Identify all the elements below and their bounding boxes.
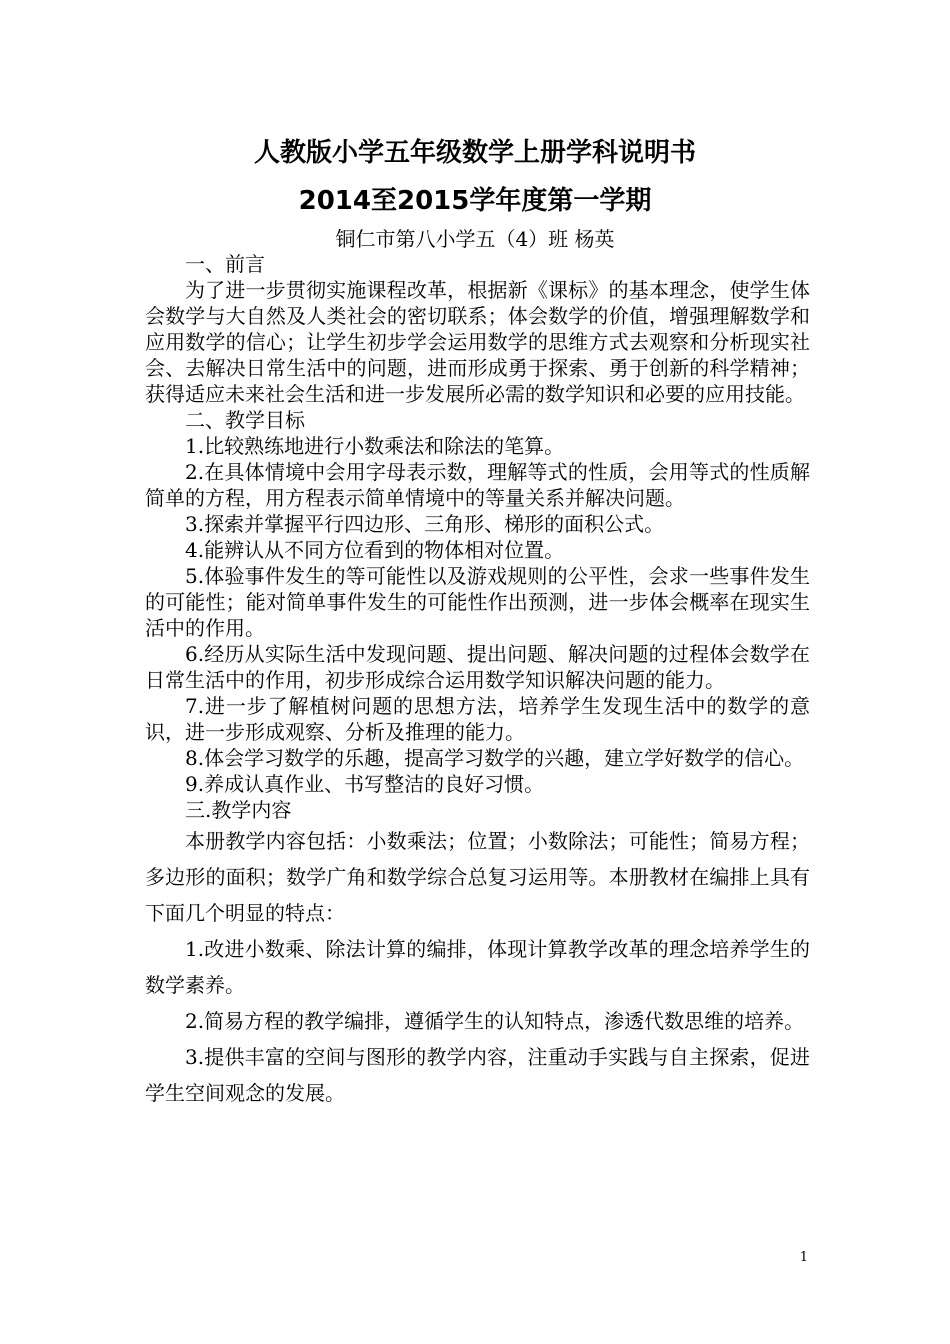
feature-item: 1.改进小数乘、除法计算的编排，体现计算教学改革的理念培养学生的数学素养。 xyxy=(145,937,810,997)
content-paragraph: 本册教学内容包括：小数乘法；位置；小数除法；可能性；简易方程；多边形的面积；数学广角和数学综合总复习运用等。本册教材在编排上具有下面几个明显的特点： xyxy=(145,829,810,925)
goal-item: 5.体验事件发生的等可能性以及游戏规则的公平性，会求一些事件发生的可能性；能对简单事件发生的可能性作出预测，进一步体会概率在现实生活中的作用。 xyxy=(145,564,810,640)
content-heading: 三.教学内容 xyxy=(185,798,292,822)
preface-heading: 一、前言 xyxy=(185,252,265,276)
goal-item: 4.能辨认从不同方位看到的物体相对位置。 xyxy=(185,538,565,562)
feature-item: 2.简易方程的教学编排，遵循学生的认知特点，渗透代数思维的培养。 xyxy=(185,1009,805,1033)
goal-item: 7.进一步了解植树问题的思想方法，培养学生发现生活中的数学的意识，进一步形成观察、分析及推理的能力。 xyxy=(145,694,810,744)
goal-item: 8.体会学习数学的乐趣，提高学习数学的兴趣，建立学好数学的信心。 xyxy=(185,746,805,770)
goal-item: 9.养成认真作业、书写整洁的良好习惯。 xyxy=(185,772,545,796)
goal-item: 1.比较熟练地进行小数乘法和除法的笔算。 xyxy=(185,434,565,458)
document-body xyxy=(145,251,810,1111)
document-title: 人教版小学五年级数学上册学科说明书 xyxy=(253,138,696,168)
page-number: 1 xyxy=(799,1250,808,1265)
content-section xyxy=(145,823,810,1111)
author-line: 铜仁市第八小学五（4）班 杨英 xyxy=(335,227,615,251)
preface-paragraph: 为了进一步贯彻实施课程改革，根据新《课标》的基本理念，使学生体会数学与大自然及人类社会的密切联系；体会数学的价值，增强理解数学和应用数学的信心；让学生初步学会运用数学的思维方式去观察和分析现实社会、去解决日常生活中的问题，进而形成勇于探索、勇于创新的科学精神；获得适应未来社会生活和进一步发展所必需的数学知识和必要的应用技能。 xyxy=(145,278,810,406)
goal-item: 6.经历从实际生活中发现问题、提出问题、解决问题的过程体会数学在日常生活中的作用，初步形成综合运用数学知识解决问题的能力。 xyxy=(145,642,810,692)
document-subtitle: 2014至2015学年度第一学期 xyxy=(298,186,652,216)
feature-item: 3.提供丰富的空间与图形的教学内容，注重动手实践与自主探索，促进学生空间观念的发展。 xyxy=(145,1045,810,1105)
goals-heading: 二、教学目标 xyxy=(185,408,305,432)
goal-item: 2.在具体情境中会用字母表示数，理解等式的性质，会用等式的性质解简单的方程，用方程表示简单情境中的等量关系并解决问题。 xyxy=(145,460,810,510)
goal-item: 3.探索并掌握平行四边形、三角形、梯形的面积公式。 xyxy=(185,512,665,536)
